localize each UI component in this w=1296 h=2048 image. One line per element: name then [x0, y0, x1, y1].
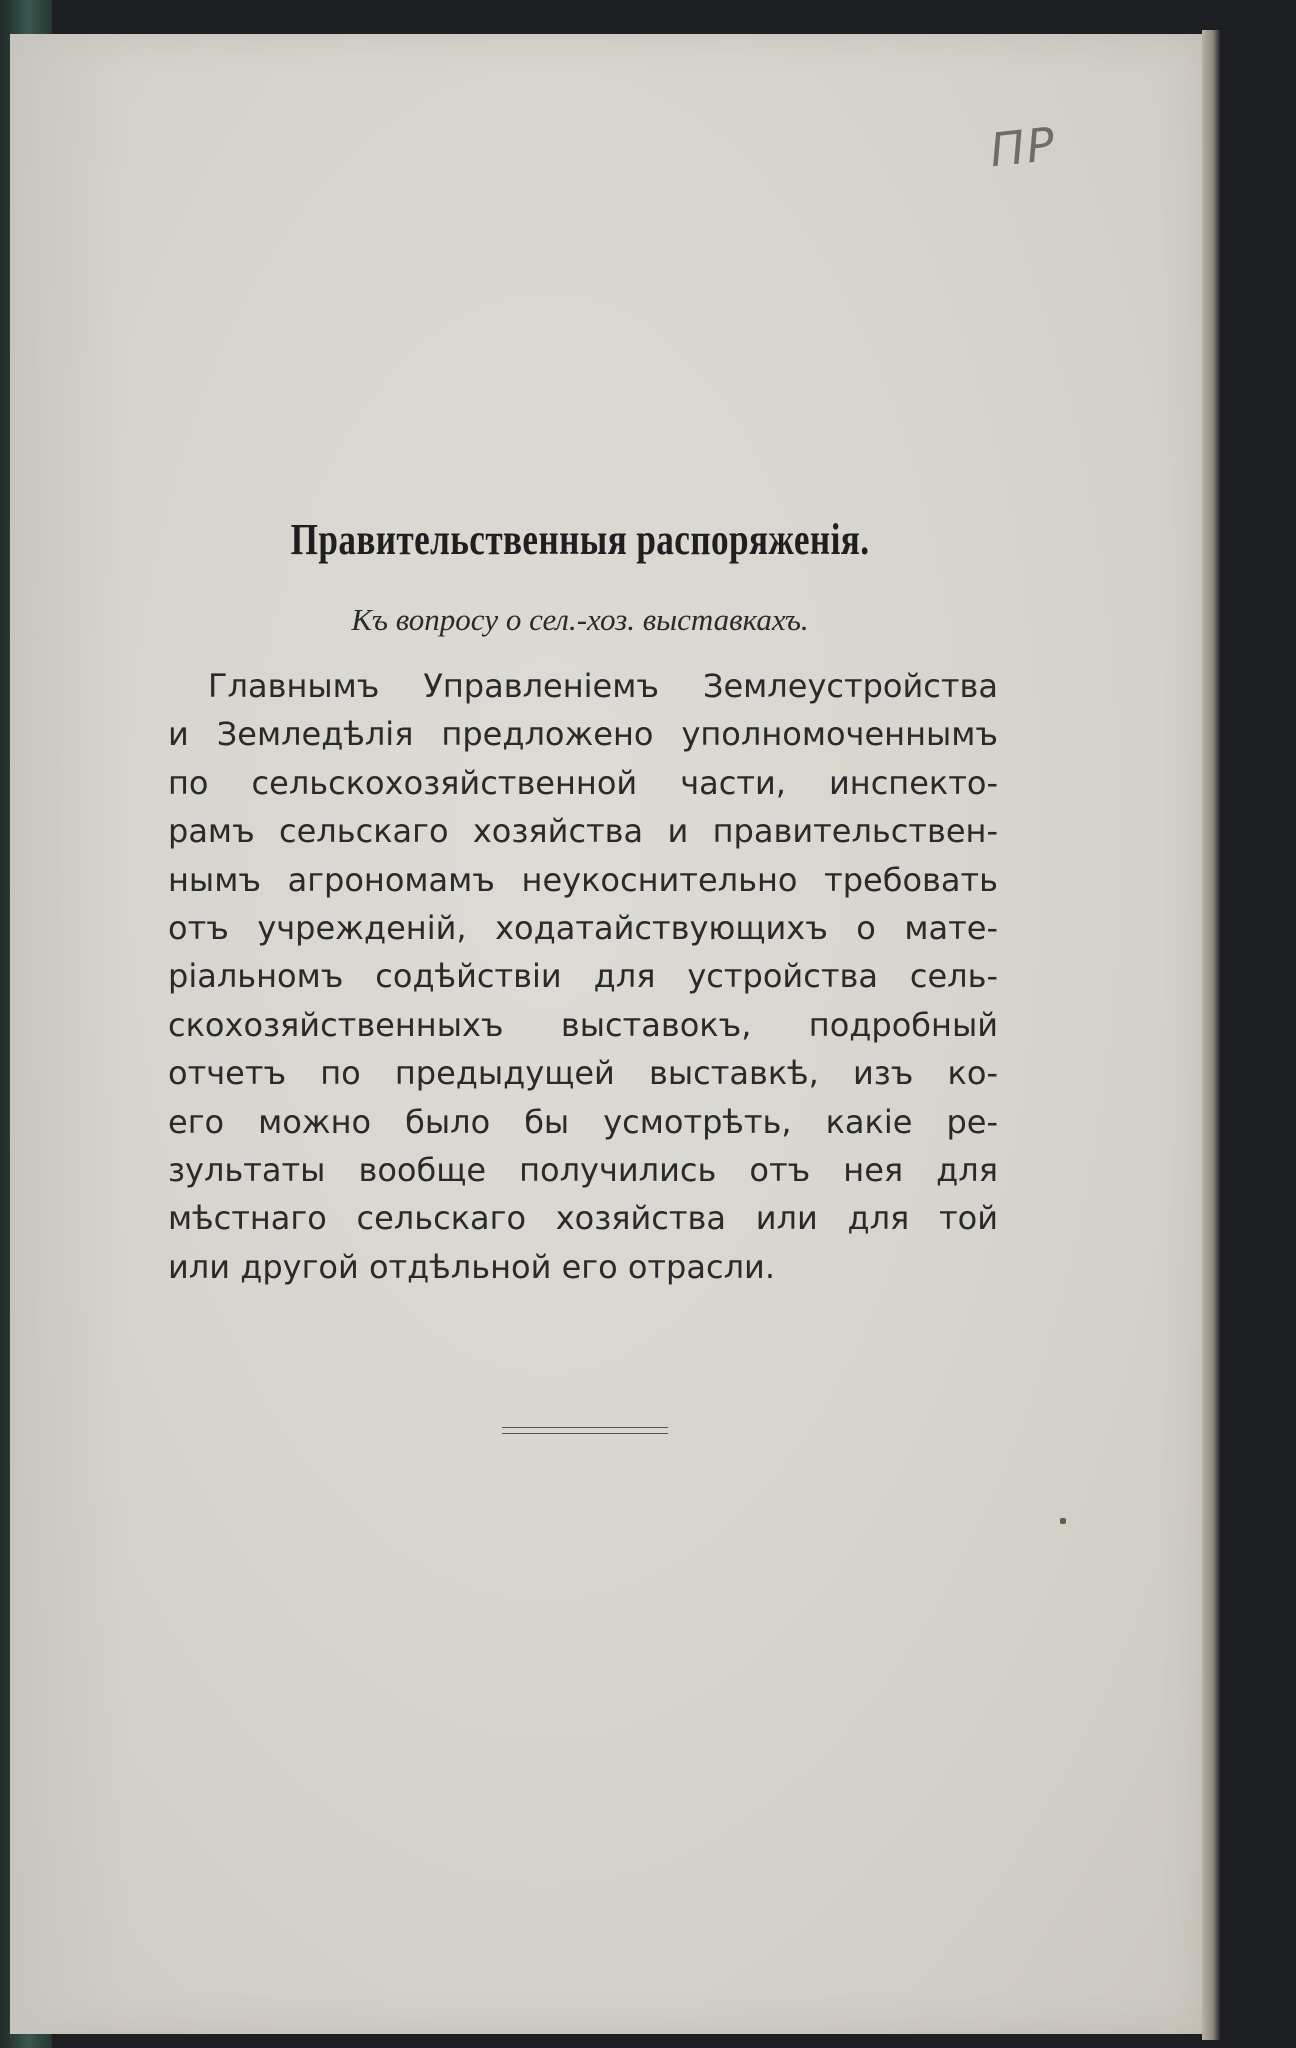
paragraph-line: его можно было бы усмотрѣть, какіе ре- — [168, 1102, 998, 1141]
body-paragraph — [168, 662, 998, 1291]
section-divider — [502, 1427, 668, 1434]
page-edge — [1202, 30, 1220, 2040]
paragraph-line: скохозяйственныхъ выставокъ, подробный — [168, 1005, 998, 1044]
paper-speck — [1060, 1518, 1066, 1524]
paragraph-line: и Земледѣлія предложено уполномоченнымъ — [168, 715, 998, 754]
paragraph-line: ріальномъ содѣйствіи для устройства сель- — [168, 957, 998, 996]
paragraph-line: нымъ агрономамъ неукоснительно требовать — [168, 860, 998, 899]
document-page — [10, 34, 1202, 2034]
paragraph-line: отъ учрежденій, ходатайствующихъ о мате- — [168, 909, 998, 948]
paragraph-line: или другой отдѣльной его отрасли. — [168, 1247, 775, 1286]
paragraph-line: отчетъ по предыдущей выставкѣ, изъ ко- — [168, 1054, 998, 1093]
paragraph-line: Главнымъ Управленіемъ Землеустройства — [208, 667, 998, 705]
paragraph-line: по сельскохозяйственной части, инспекто- — [168, 763, 998, 802]
page-subtitle: Къ вопросу о сел.-хоз. выставкахъ. — [351, 602, 809, 637]
paragraph-line: мѣстнаго сельскаго хозяйства или для той — [168, 1199, 998, 1238]
paragraph-line: зультаты вообще получились отъ нея для — [168, 1151, 998, 1190]
paragraph-line: рамъ сельскаго хозяйства и правительствен- — [168, 812, 998, 851]
page-title: Правительственныя распоряженія. — [290, 515, 870, 564]
handwritten-note: ПР — [987, 116, 1059, 178]
